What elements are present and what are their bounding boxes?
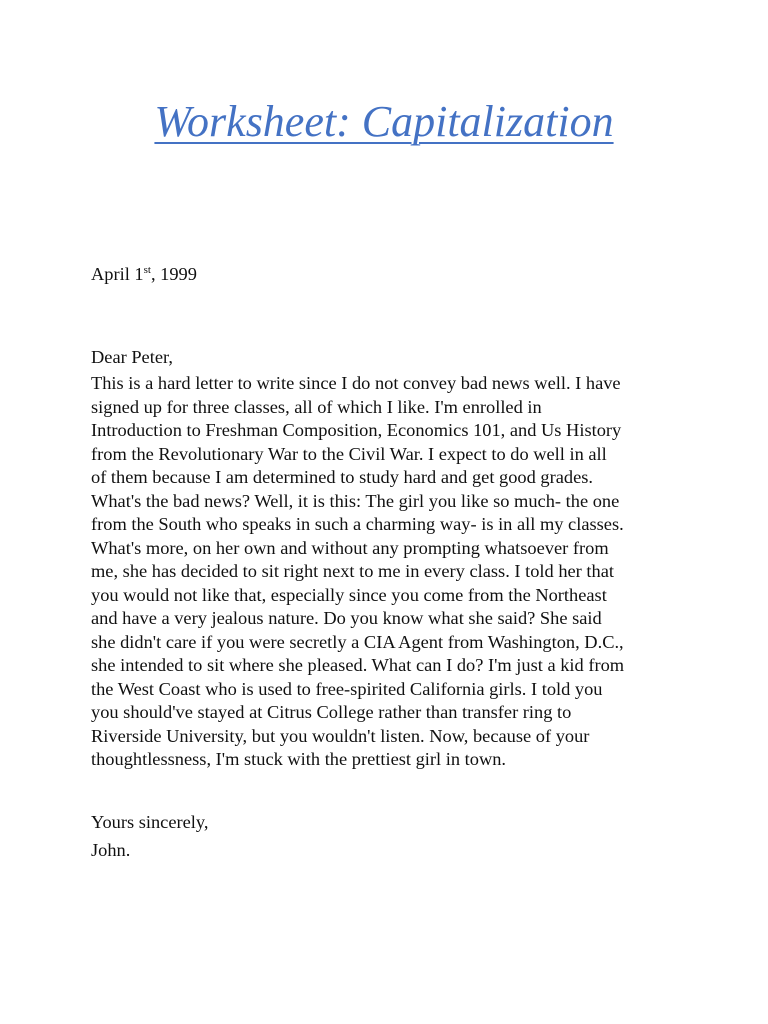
body-line: she intended to sit where she pleased. What can I do? I'm just a kid from bbox=[91, 655, 625, 675]
body-line: What's more, on her own and without any prompting whatsoever from bbox=[91, 537, 609, 558]
body-line: you would not like that, especially since you come from the Northeast bbox=[91, 584, 607, 605]
letter-signature: John. bbox=[91, 840, 131, 860]
date-year: , 1999 bbox=[150, 264, 197, 284]
date-ordinal-suffix: st bbox=[143, 263, 151, 276]
body-line: from the Revolutionary War to the Civil War. I expect to do well in all bbox=[91, 443, 607, 464]
body-line: signed up for three classes, all of which I like. I'm enrolled in bbox=[91, 396, 542, 417]
worksheet-title: Worksheet: Capitalization bbox=[154, 97, 614, 146]
body-line: Introduction to Freshman Composition, Economics 101, and Us History bbox=[91, 420, 622, 440]
body-line: Riverside University, but you wouldn't listen. Now, because of your bbox=[91, 725, 590, 746]
letter-date bbox=[91, 263, 691, 287]
body-line: of them because I am determined to study hard and get good grades. bbox=[91, 467, 594, 487]
body-line: thoughtlessness, I'm stuck with the prettiest girl in town. bbox=[91, 749, 507, 769]
body-line: she didn't care if you were secretly a CIA Agent from Washington, D.C., bbox=[91, 631, 624, 652]
body-line: This is a hard letter to write since I do not convey bad news well. I have bbox=[91, 373, 621, 393]
body-line: the West Coast who is used to free-spirited California girls. I told you bbox=[91, 678, 603, 699]
letter-salutation: Dear Peter, bbox=[91, 347, 173, 367]
body-line: from the South who speaks in such a charming way- is in all my classes. bbox=[91, 514, 624, 534]
date-month-day: April 1 bbox=[91, 264, 144, 284]
body-line: What's the bad news? Well, it is this: The girl you like so much- the one bbox=[91, 490, 620, 511]
body-line: me, she has decided to sit right next to me in every class. I told her that bbox=[91, 561, 614, 581]
letter-closing: Yours sincerely, bbox=[91, 812, 209, 832]
letter-body bbox=[91, 372, 691, 772]
body-line: you should've stayed at Citrus College rather than transfer ring to bbox=[91, 702, 572, 722]
body-line: and have a very jealous nature. Do you know what she said? She said bbox=[91, 608, 602, 628]
